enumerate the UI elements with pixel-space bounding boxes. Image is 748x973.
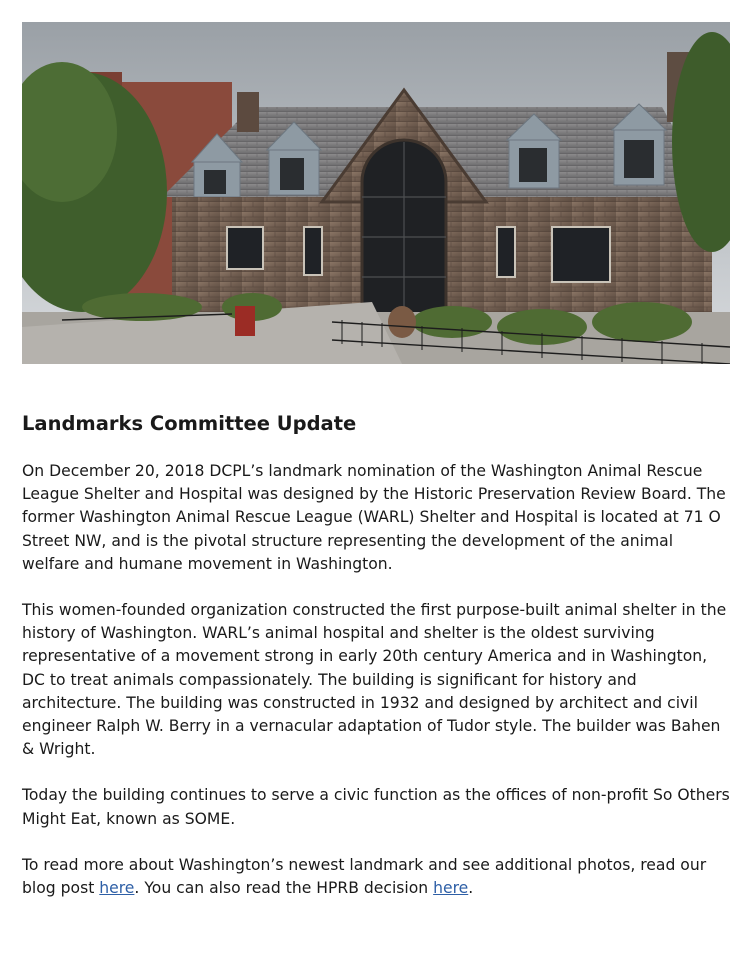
building-photo [22,22,730,364]
paragraph-history: This women-founded organization constructed the first purpose-built animal shelter in the history of Washington. WARL’s animal hospital and shelter is the oldest surviving representative of a movement strong in early 20th century America and in Washington, DC to treat animals compassionately. The building is significant for history and architecture. The building was constructed in 1932 and designed by architect and civil engineer Ralph W. Berry in a vernacular adaptation of Tudor style. The builder was Bahen & Wright. [22,601,727,759]
paragraph-today: Today the building continues to serve a civic function as the offices of non-profit So Others Might Eat, known as SOME. [22,786,730,828]
article-title: Landmarks Committee Update [22,412,357,435]
paragraph-read-more [22,854,732,900]
blog-post-link[interactable]: here [99,879,135,898]
read-more-text-3: . [468,879,474,898]
paragraph-nomination: On December 20, 2018 DCPL’s landmark nomination of the Washington Animal Rescue League Shelter and Hospital was designed by the Historic Preservation Review Board. The former Washington Animal Rescue League (WARL) Shelter and Hospital is located at 71 O Street NW, and is the pivotal structure representing the development of the animal welfare and humane movement in Washington. [22,462,726,573]
read-more-text-2: . You can also read the HPRB decision [134,879,434,898]
read-more-text: To read more about Washington’s newest landmark and see additional photos, read our blog post [22,855,707,898]
hprb-decision-link[interactable]: here [433,879,469,898]
building-illustration [22,22,730,364]
article [22,410,732,923]
